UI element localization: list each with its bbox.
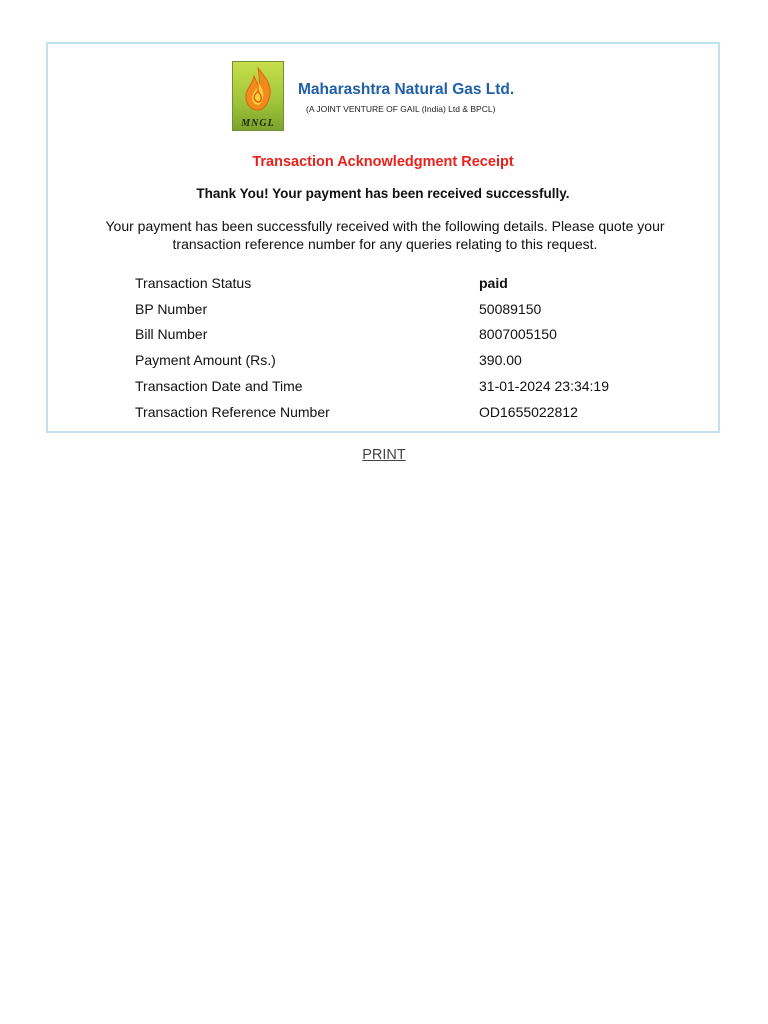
thank-you-message: Thank You! Your payment has been received successfully. — [196, 186, 570, 201]
transaction-status-label: Transaction Status — [135, 274, 252, 291]
transaction-status-value: paid — [479, 274, 508, 291]
bp-number-value: 50089150 — [479, 300, 542, 317]
payment-amount-value: 390.00 — [479, 352, 522, 369]
transaction-datetime-label: Transaction Date and Time — [135, 378, 303, 395]
company-subtitle: (A JOINT VENTURE OF GAIL (India) Ltd & BPCL) — [306, 104, 496, 114]
logo-text: MNGL — [241, 118, 275, 129]
table-row — [135, 296, 655, 322]
receipt-panel — [46, 42, 720, 433]
print-container — [0, 447, 768, 463]
print-link[interactable]: PRINT — [362, 447, 406, 463]
table-row — [135, 270, 655, 296]
receipt-title: Transaction Acknowledgment Receipt — [252, 154, 514, 170]
intro-text: Your payment has been successfully received with the following details. Please quote your transaction reference number for any queries relating to this request. — [105, 218, 665, 252]
transaction-datetime-value: 31-01-2024 23:34:19 — [479, 378, 609, 395]
transaction-reference-label: Transaction Reference Number — [135, 403, 330, 420]
flame-icon — [233, 62, 283, 118]
company-name: Maharashtra Natural Gas Ltd. — [298, 81, 515, 98]
bill-number-label: Bill Number — [135, 326, 208, 343]
payment-amount-label: Payment Amount (Rs.) — [135, 352, 276, 369]
table-row — [135, 399, 655, 425]
bp-number-label: BP Number — [135, 300, 208, 317]
bill-number-value: 8007005150 — [479, 326, 557, 343]
transaction-reference-value: OD1655022812 — [479, 403, 578, 420]
table-row — [135, 347, 655, 373]
table-row — [135, 373, 655, 399]
mngl-logo — [232, 61, 284, 131]
table-row — [135, 322, 655, 348]
details-table — [135, 270, 655, 425]
company-header — [232, 61, 552, 133]
